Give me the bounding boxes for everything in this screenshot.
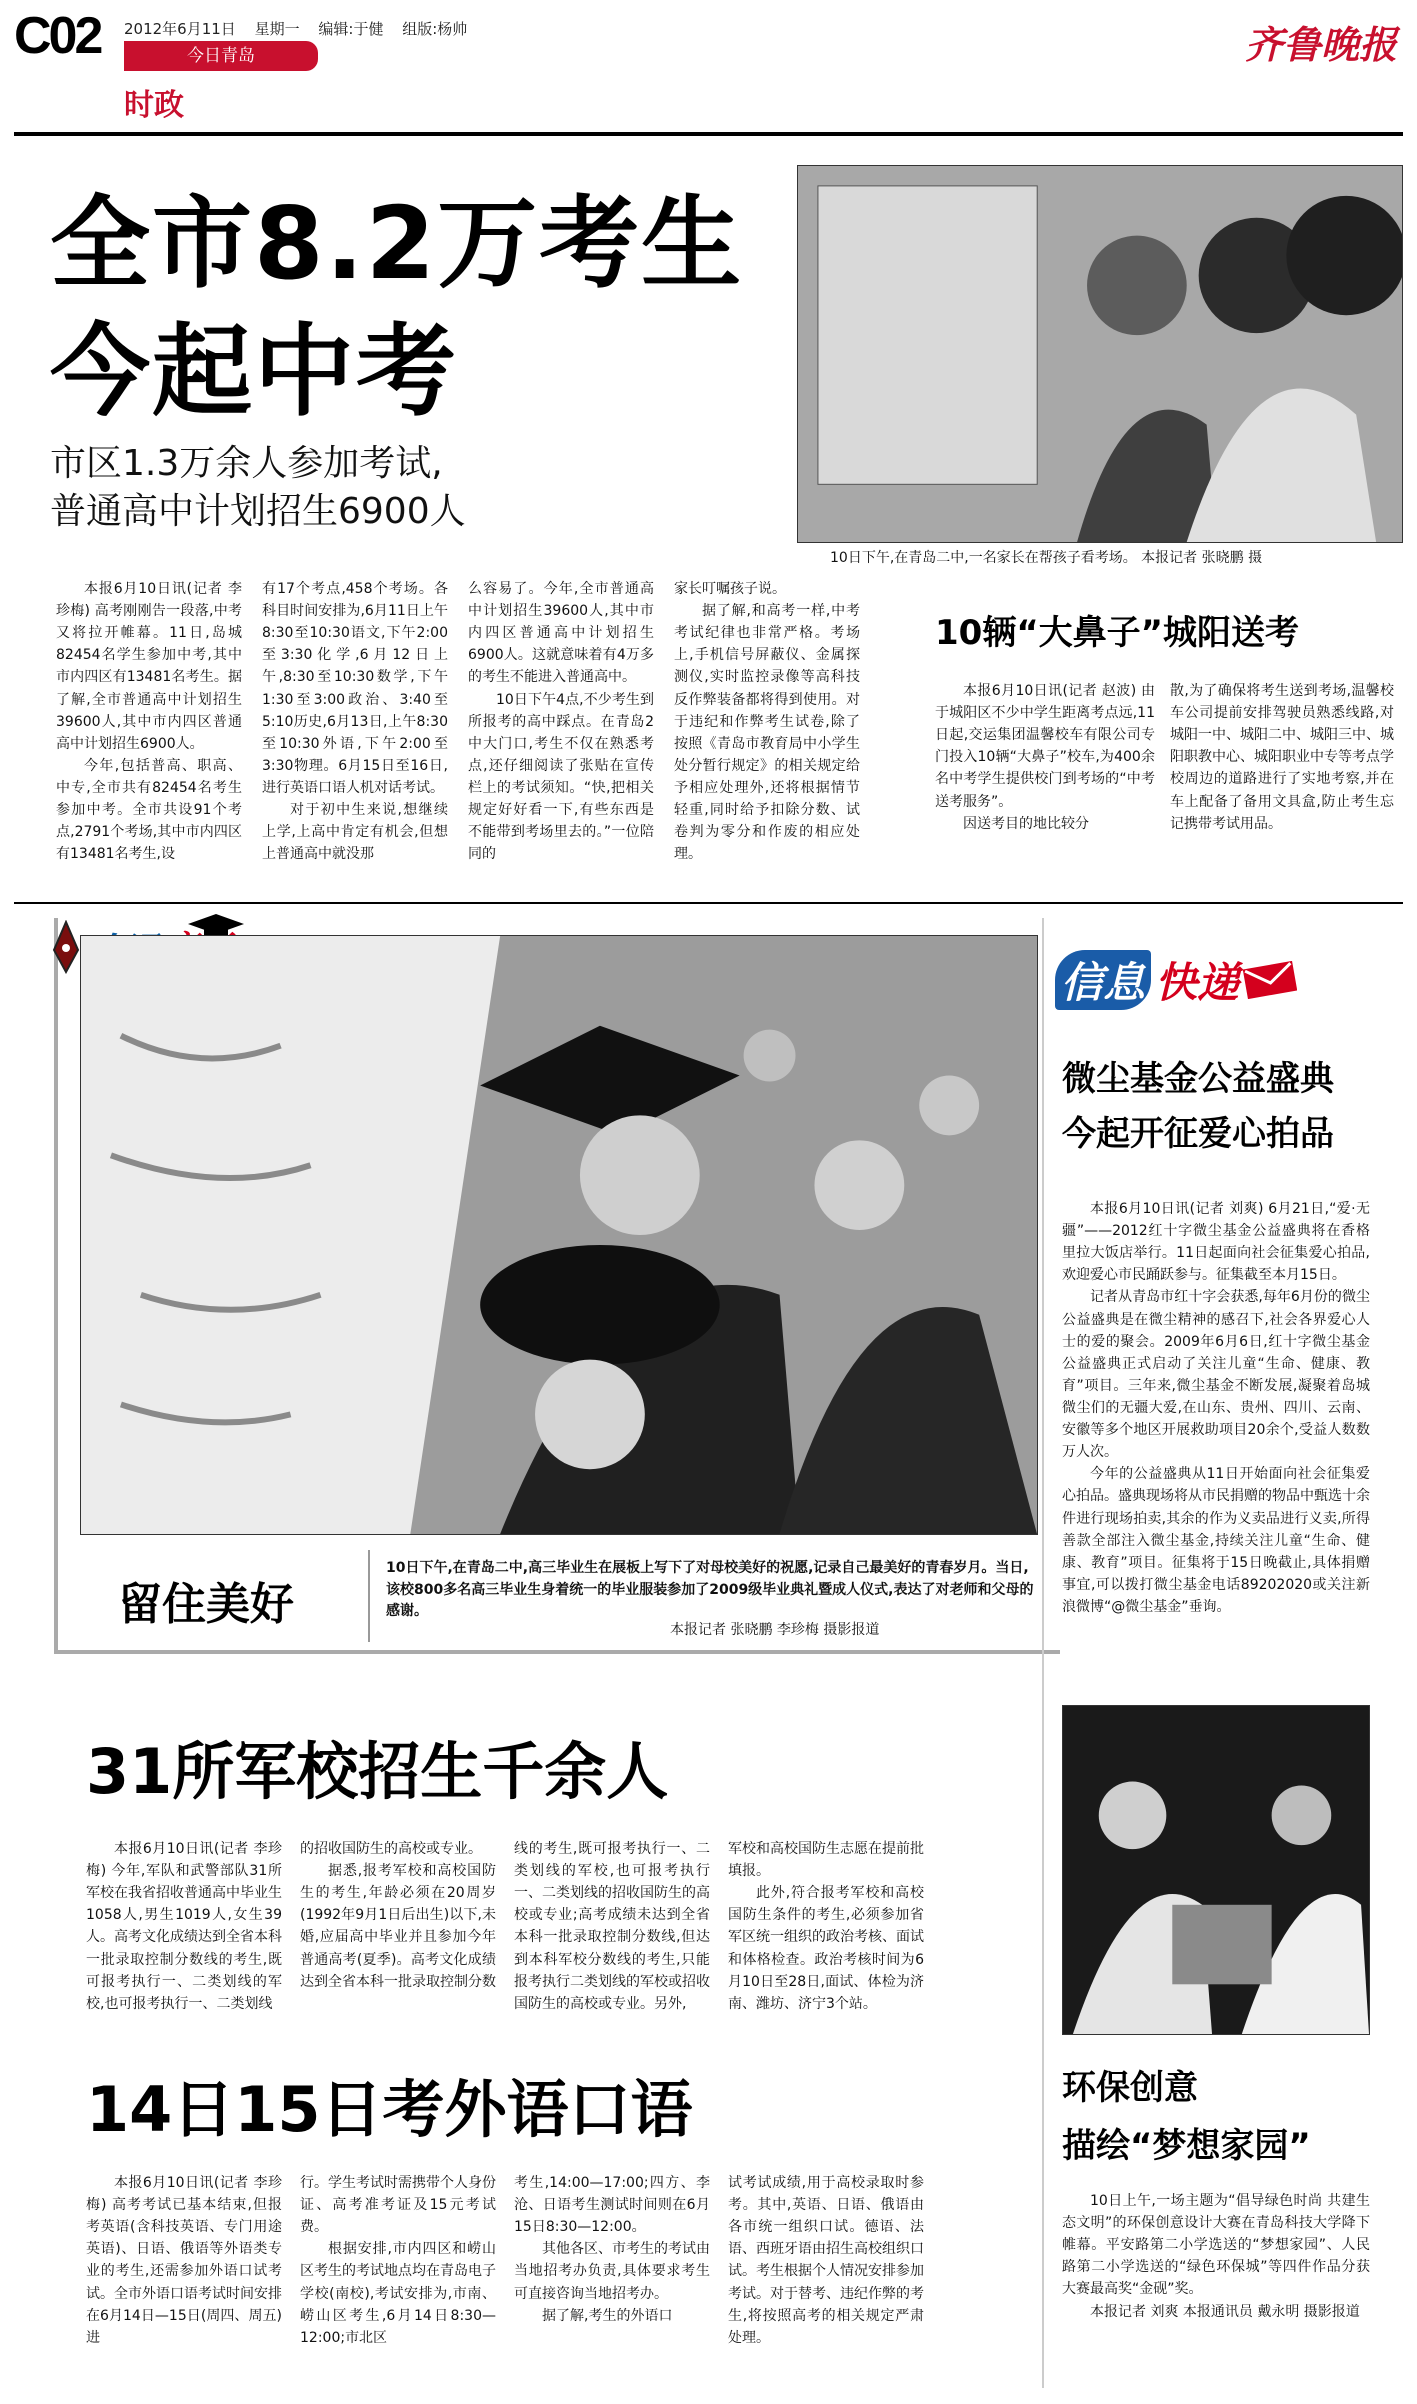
lead-paragraph: 有17个考点,458个考场。各科目时间安排为,6月11日上午8:30至10:30语文,下午2:00至3:30化学,6月12日上午,8:30至10:30数学,下午1:30至3:00政治、3:40至5:10历史,6月13日,上午8:30至10:30外语,下午2:00至3:30物理。6月15日至16日,进行英语口语人机对话考试。 bbox=[262, 581, 448, 796]
feature-caption: 10日下午,在青岛二中,高三毕业生在展板上写下了对母校美好的祝愿,记录自己最美好的青春岁月。当日,该校800多名高三毕业生身着统一的毕业服装参加了2009级毕业典礼暨成人仪式,表达了对老师和父母的感谢。 bbox=[386, 1560, 1034, 1620]
charity-paragraph: 今年的公益盛典从11日开始面向社会征集爱心拍品。盛典现场将从市民捐赠的物品中甄选十余件进行现场拍卖,其余的作为义卖品进行义卖,所得善款全部注入微尘基金,持续关注儿童“生命、健康、教育”项目。征集将于15日晚截止,具体捐赠事宜,可以拨打微尘基金电话89202020或关注新浪微博“@微尘基金”垂询。 bbox=[1062, 1466, 1370, 1615]
editor-credit: 编辑:于健 bbox=[318, 20, 384, 38]
eco-headline-line1: 环保创意 bbox=[1062, 2068, 1198, 2108]
lead-photo-caption: 10日下午,在青岛二中,一名家长在帮孩子看考场。 本报记者 张晓鹏 摄 bbox=[830, 550, 1263, 566]
charity-paragraph: 记者从青岛市红十字会获悉,每年6月份的微尘公益盛典是在微尘精神的感召下,社会各界爱心人士的爱的聚会。2009年6月6日,红十字微尘基金公益盛典正式启动了关注儿童“生命、健康、教育”项目。三年来,微尘基金不断发展,凝聚着岛城微尘们的无疆大爱,在山东、贵州、四川、云南、安徽等多个地区开展救助项目20余个,受益人数数万人次。 bbox=[1062, 1289, 1370, 1461]
eco-headline-line2: 描绘“梦想家园” bbox=[1062, 2125, 1311, 2166]
feature-credit: 本报记者 张晓鹏 李珍梅 摄影报道 bbox=[670, 1622, 880, 1638]
news-logo-part1: 信息 bbox=[1055, 950, 1151, 1010]
feature-divider bbox=[368, 1550, 370, 1642]
military-paragraph: 本报6月10日讯(记者 李珍梅) 今年,军队和武警部队31所军校在我省招收普通高中毕业生1058人,男生1019人,女生39人。高考文化成绩达到全省本科一批录取控制分数线的考生,既可报考执行一、二类划线的军校,也可报考执行一、二类划线 bbox=[86, 1841, 282, 2012]
header-meta bbox=[124, 18, 481, 39]
military-column-3 bbox=[514, 1838, 710, 2015]
issue-date: 2012年6月11日 bbox=[124, 20, 236, 38]
envelope-icon bbox=[1243, 961, 1297, 999]
lead-paragraph: 么容易了。今年,全市普通高中计划招生39600人,其中市内四区普通高中计划招生6900人。这就意味着有4万多的考生不能进入普通高中。 bbox=[468, 581, 654, 686]
oral-column-4 bbox=[728, 2172, 924, 2349]
military-paragraph: 的招收国防生的高校或专业。 bbox=[300, 1841, 482, 1857]
top-rule bbox=[14, 132, 1403, 136]
lead-photo bbox=[797, 165, 1403, 543]
charity-headline bbox=[1062, 1052, 1334, 1162]
lead-column-3 bbox=[468, 578, 654, 865]
charity-headline-line1: 微尘基金公益盛典 bbox=[1062, 1059, 1334, 1099]
eco-headline bbox=[1062, 2060, 1311, 2176]
charity-paragraph: 本报6月10日讯(记者 刘爽) 6月21日,“爱·无疆”——2012红十字微尘基金公益盛典将在香格里拉大饭店举行。11日起面向社会征集爱心拍品,欢迎爱心市民踊跃参与。征集截至本月15日。 bbox=[1062, 1201, 1370, 1284]
lead-paragraph: 今年,包括普高、职高、中专,全市共有82454名考生参加中考。全市共设91个考点,2791个考场,其中市内四区有13481名考生,设 bbox=[56, 757, 242, 863]
eco-photo bbox=[1062, 1705, 1370, 2035]
charity-headline-line2: 今起开征爱心拍品 bbox=[1062, 1114, 1334, 1155]
bus-paragraph: 散,为了确保将考生送到考场,温馨校车公司提前安排驾驶员熟悉线路,对城阳一中、城阳二中、城阳三中、城阳职教中心、城阳职业中专等考点学校周边的道路进行了实地考察,并在车上配备了备用文具盒,防止考生忘记携带考试用品。 bbox=[1170, 683, 1394, 832]
lead-subhead bbox=[50, 440, 770, 535]
charity-body bbox=[1062, 1198, 1370, 1618]
lead-column-1 bbox=[56, 578, 242, 865]
lead-headline-line2: 今起中考 bbox=[50, 313, 458, 430]
oral-column-3 bbox=[514, 2172, 710, 2327]
military-paragraph: 此外,符合报考军校和高校国防生条件的考生,必须参加省军区统一组织的政治考核、面试和体格检查。政治考核时间为6月10日至28日,面试、体检为济南、潍坊、济宁3个站。 bbox=[728, 1885, 924, 2012]
section-divider bbox=[14, 902, 1403, 904]
eco-paragraph: 10日上午,一场主题为“倡导绿色时尚 共建生态文明”的环保创意设计大赛在青岛科技大学降下帷幕。平安路第二小学选送的“梦想家园”、人民路第二小学选送的“绿色环保城”等四件作品分获大赛最高奖“金砚”奖。 bbox=[1062, 2193, 1370, 2298]
lead-headline bbox=[50, 180, 790, 436]
oral-headline: 14日15日考外语口语 bbox=[86, 2073, 693, 2146]
bus-paragraph: 因送考目的地比较分 bbox=[963, 815, 1089, 832]
bus-headline: 10辆“大鼻子”城阳送考 bbox=[935, 613, 1300, 653]
pen-icon bbox=[48, 920, 84, 974]
bus-paragraph: 本报6月10日讯(记者 赵波) 由于城阳区不少中学生距离考点远,11日起,交运集团温馨校车有限公司专门投入10辆“大鼻子”校车,为400余名中考学生提供校门到考场的“中考送考服务”。 bbox=[935, 683, 1155, 810]
eco-body bbox=[1062, 2190, 1370, 2323]
right-column-divider bbox=[1042, 918, 1044, 2388]
bus-column-1 bbox=[935, 680, 1155, 835]
lead-paragraph: 对于初中生来说,想继续上学,上高中肯定有机会,但想上普通高中就没那 bbox=[262, 802, 448, 863]
issue-weekday: 星期一 bbox=[254, 20, 300, 38]
oral-paragraph: 据了解,考生的外语口 bbox=[542, 2307, 673, 2324]
layout-credit: 组版:杨帅 bbox=[402, 20, 468, 38]
lead-subhead-line2: 普通高中计划招生6900人 bbox=[50, 490, 466, 532]
oral-paragraph: 考生,14:00—17:00;四方、李沧、日语考生测试时间则在6月15日8:30—12:00。 bbox=[514, 2175, 710, 2236]
military-column-1 bbox=[86, 1838, 282, 2015]
section-tag: 今日青岛 bbox=[124, 41, 318, 71]
lead-headline-line1: 全市8.2万考生 bbox=[50, 185, 744, 302]
masthead-logo: 齐鲁晚报 bbox=[1244, 22, 1397, 67]
lead-paragraph: 据了解,和高考一样,中考考试纪律也非常严格。考场上,手机信号屏蔽仪、金属探测仪,实时监控录像等高科技反作弊装备都将得到使用。对于违纪和作弊考生试卷,除了按照《青岛市教育局中小学生处分暂行规定》的相关规定给予相应处理外,还将根据情节轻重,同时给予扣除分数、试卷判为零分和作废的相应处理。 bbox=[674, 603, 860, 863]
military-column-2 bbox=[300, 1838, 496, 1993]
military-paragraph: 线的考生,既可报考执行一、二类划线的军校,也可报考执行一、二类划线的招收国防生的高校或专业;高考成绩未达到全省本科一批录取控制分数线,但达到本科军校分数线的考生,只能报考执行二类划线的军校或招收国防生的高校或专业。另外, bbox=[514, 1841, 710, 2012]
lead-paragraph: 10日下午4点,不少考生到所报考的高中踩点。在青岛2中大门口,考生不仅在熟悉考点,还仔细阅读了张贴在宣传栏上的考试须知。“快,把相关规定好好看一下,有些东西是不能带到考场里去的。”一位陪同的 bbox=[468, 691, 654, 863]
lead-column-2 bbox=[262, 578, 448, 865]
feature-photo bbox=[80, 935, 1038, 1535]
section-name: 时政 bbox=[124, 88, 184, 123]
oral-paragraph: 本报6月10日讯(记者 李珍梅) 高考考试已基本结束,但报考英语(含科技英语、专门用途英语)、日语、俄语等外语类专业的考生,还需参加外语口试考试。全市外语口语考试时间安排在6月14日—15日(周四、周五)进 bbox=[86, 2175, 282, 2346]
page-number: C02 bbox=[14, 7, 101, 65]
news-logo bbox=[1055, 950, 1297, 1010]
bus-column-2 bbox=[1170, 680, 1394, 835]
oral-column-1 bbox=[86, 2172, 282, 2349]
lead-column-4 bbox=[674, 578, 860, 865]
oral-column-2 bbox=[300, 2172, 496, 2349]
lead-subhead-line1: 市区1.3万余人参加考试, bbox=[50, 443, 443, 484]
feature-title: 留住美好 bbox=[118, 1579, 294, 1630]
military-headline: 31所军校招生千余人 bbox=[86, 1735, 669, 1808]
oral-paragraph: 根据安排,市内四区和崂山区考生的考试地点均在青岛电子学校(南校),考试安排为,市南、崂山区考生,6月14日8:30—12:00;市北区 bbox=[300, 2241, 496, 2346]
military-column-4 bbox=[728, 1838, 924, 2015]
oral-paragraph: 行。学生考试时需携带个人身份证、高考准考证及15元考试费。 bbox=[300, 2175, 496, 2236]
military-paragraph: 军校和高校国防生志愿在提前批填报。 bbox=[728, 1841, 924, 1880]
lead-paragraph: 家长叮嘱孩子说。 bbox=[674, 581, 786, 597]
oral-paragraph: 其他各区、市考生的考试由当地招考办负责,具体要求考生可直接咨询当地招考办。 bbox=[514, 2241, 710, 2302]
news-logo-part2: 快递 bbox=[1155, 958, 1240, 1007]
lead-paragraph: 本报6月10日讯(记者 李珍梅) 高考刚刚告一段落,中考又将拉开帷幕。11日,岛城82454名学生参加中考,其中市内四区有13481名考生。据了解,全市普通高中计划招生39600人,其中市内四区普通高中计划招生6900人。 bbox=[56, 581, 242, 752]
oral-paragraph: 试考试成绩,用于高校录取时参考。其中,英语、日语、俄语由各市统一组织口试。德语、法语、西班牙语由招生高校组织口试。考生根据个人情况安排参加考试。对于替考、违纪作弊的考生,将按照高考的相关规定严肃处理。 bbox=[728, 2175, 924, 2346]
eco-credit: 本报记者 刘爽 本报通讯员 戴永明 摄影报道 bbox=[1090, 2303, 1360, 2320]
military-paragraph: 据悉,报考军校和高校国防生的考生,年龄必须在20周岁(1992年9月1日后出生)以下,未婚,应届高中毕业并且参加今年普通高考(夏季)。高考文化成绩达到全省本科一批录取控制分数 bbox=[300, 1863, 496, 1990]
